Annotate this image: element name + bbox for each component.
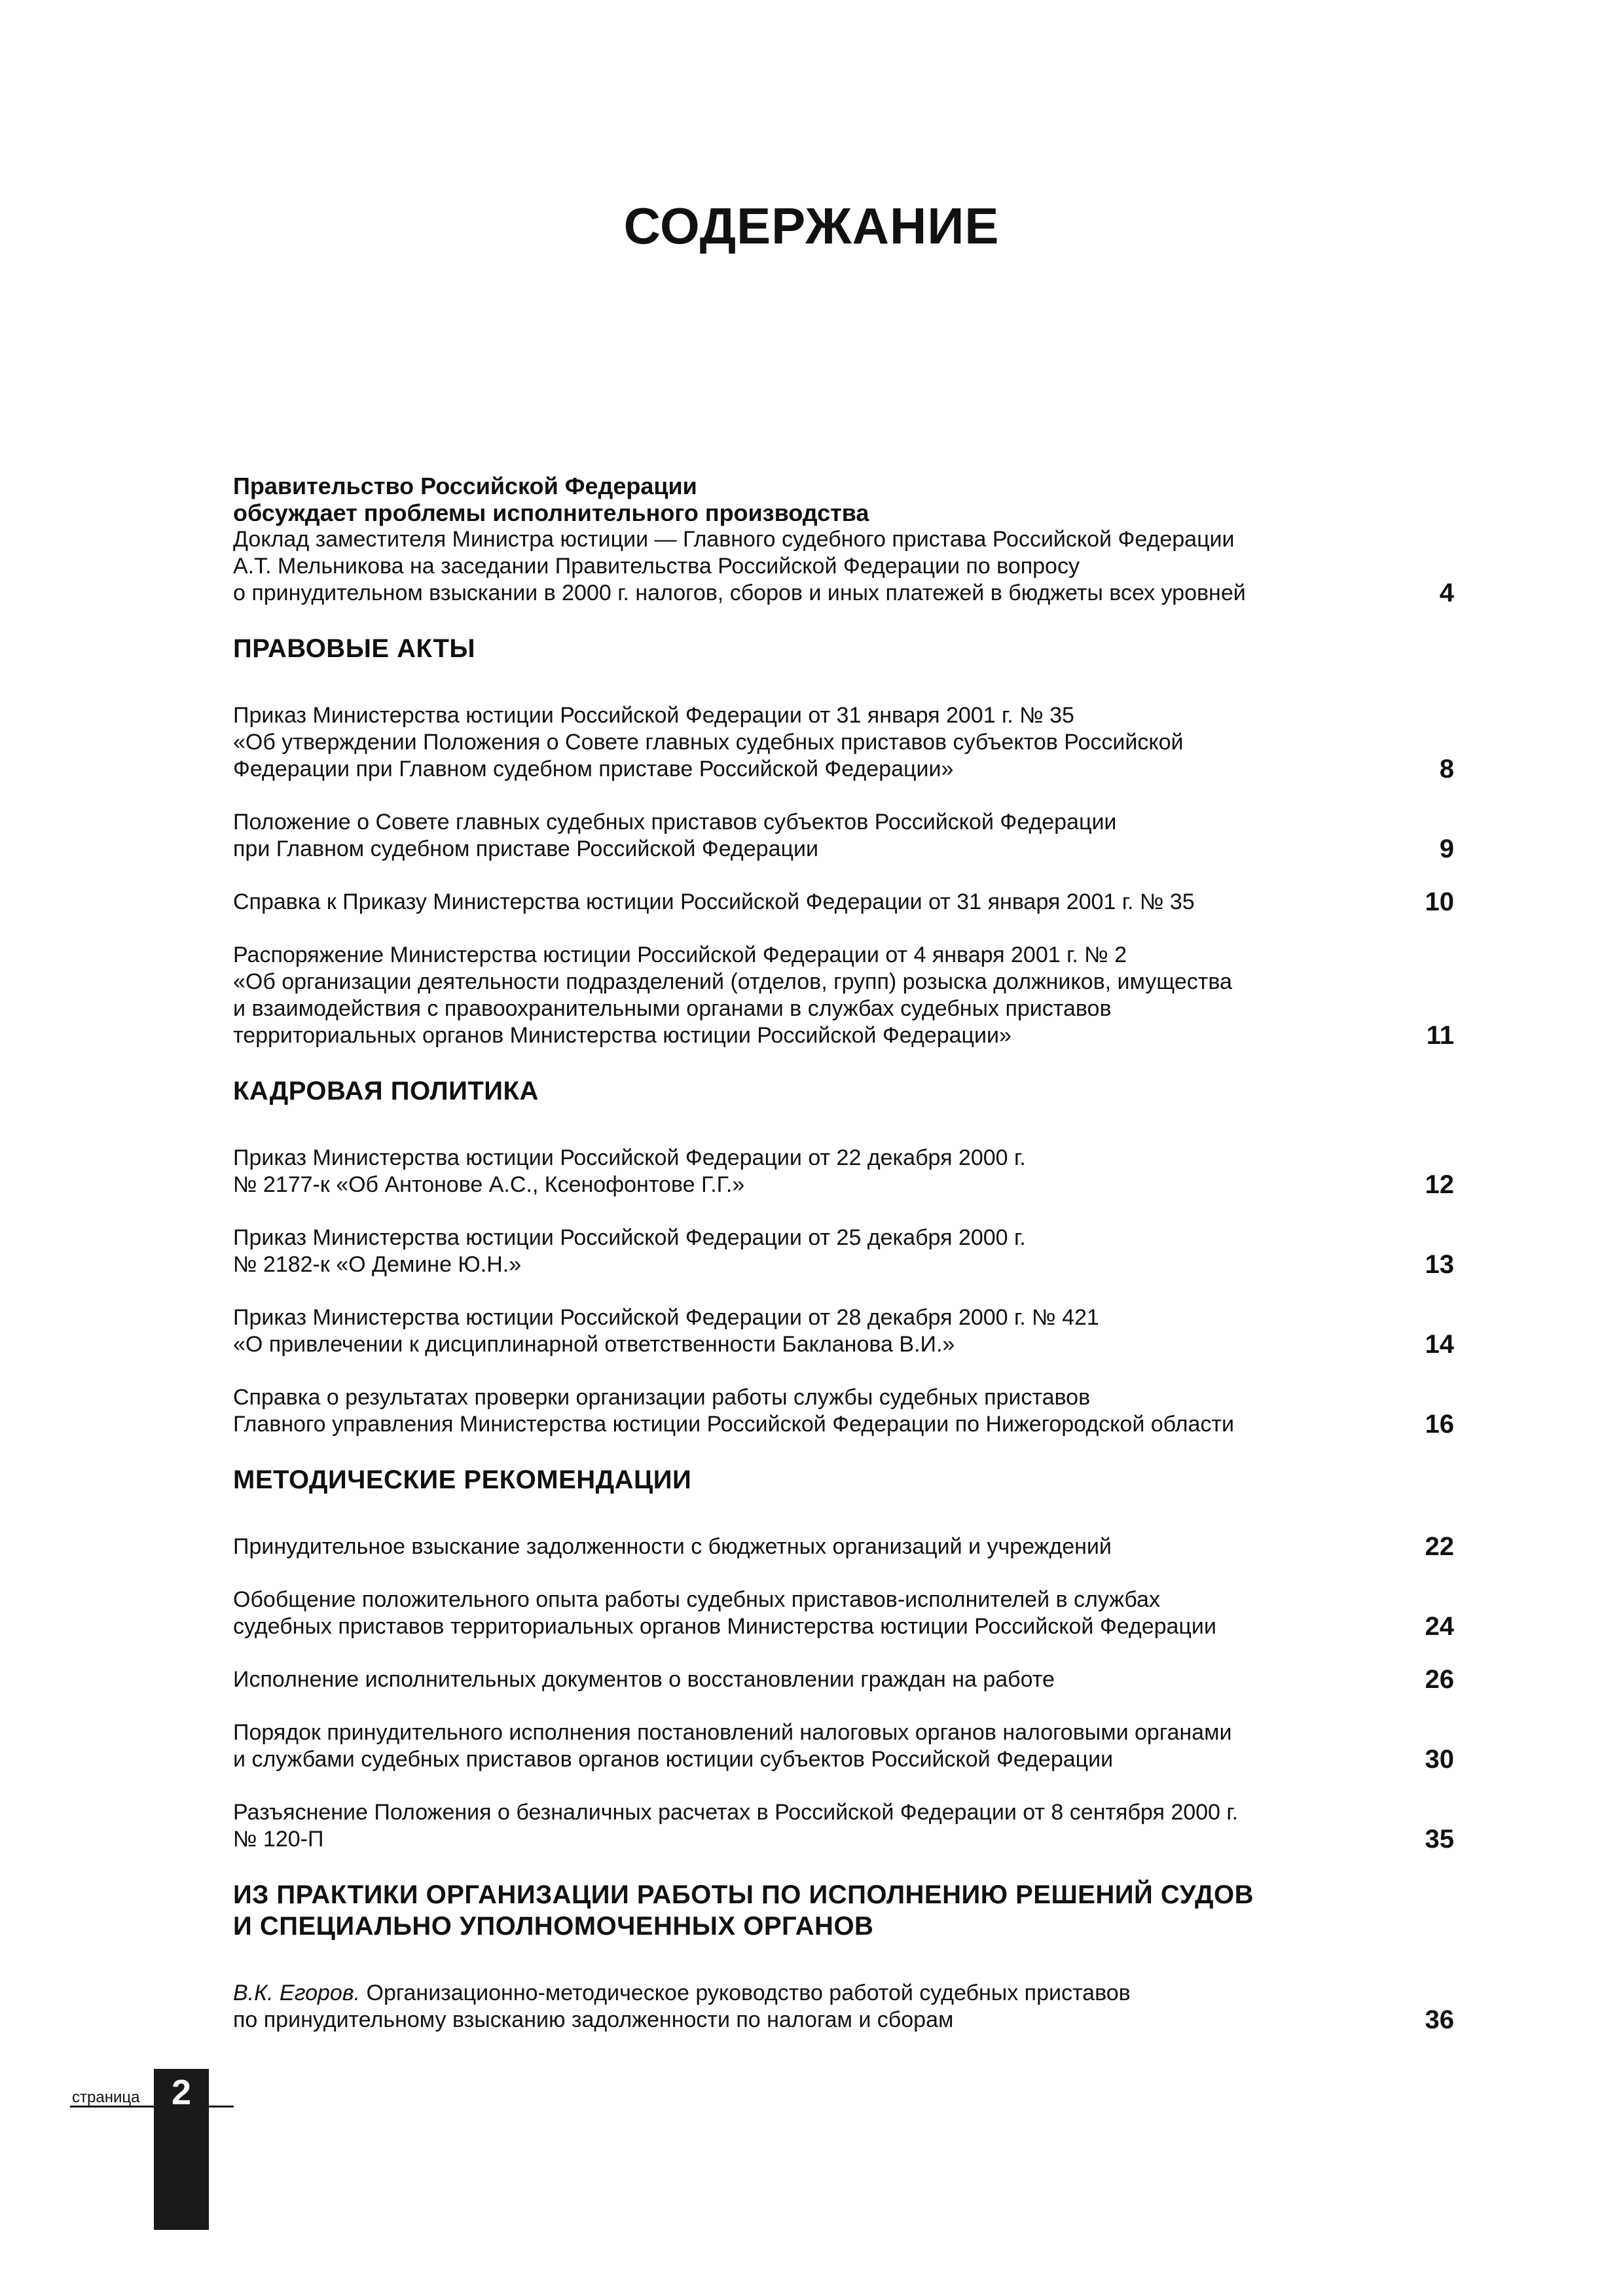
- entry-line: Справка к Приказу Министерства юстиции Российской Федерации от 31 января 2001 г. № 35: [233, 889, 1195, 914]
- entry-line: судебных приставов территориальных органов Министерства юстиции Российской Федерации: [233, 1614, 1216, 1639]
- toc-entry[interactable]: [233, 1145, 1467, 1198]
- entry-heading-line: Правительство Российской Федерации: [233, 473, 697, 499]
- entry-line: Приказ Министерства юстиции Российской Федерации от 22 декабря 2000 г.: [233, 1145, 1026, 1170]
- entry-line: Главного управления Министерства юстиции Российской Федерации по Нижегородской области: [233, 1412, 1234, 1437]
- page-number: 24: [1425, 1612, 1454, 1641]
- footer-page-number: 2: [171, 2073, 192, 2112]
- page-number: 10: [1425, 888, 1454, 916]
- toc-entry[interactable]: [233, 889, 1467, 916]
- page-number: 26: [1425, 1665, 1454, 1694]
- author-name: В.К. Егоров.: [233, 1981, 361, 2005]
- entry-line: № 120-П: [233, 1827, 324, 1852]
- entry-line: и взаимодействия с правоохранительными органами в службах судебных приставов: [233, 996, 1112, 1021]
- entry-line: Положение о Совете главных судебных приставов субъектов Российской Федерации: [233, 810, 1117, 834]
- section-heading-methodical-recommendations: МЕТОДИЧЕСКИЕ РЕКОМЕНДАЦИИ: [233, 1465, 692, 1494]
- entry-line: при Главном судебном приставе Российской Федерации: [233, 836, 818, 861]
- entry-line: [233, 1980, 1356, 2007]
- entry-text: Организационно-методическое руководство работой судебных приставов: [360, 1981, 1131, 2005]
- page-number: 13: [1425, 1250, 1454, 1279]
- entry-line: Приказ Министерства юстиции Российской Федерации от 28 декабря 2000 г. № 421: [233, 1305, 1099, 1330]
- entry-line: № 2177-к «Об Антонове А.С., Ксенофонтове Г.Г.»: [233, 1172, 745, 1197]
- page-number: 12: [1425, 1170, 1454, 1199]
- page-number: 35: [1425, 1825, 1454, 1854]
- section-heading-legal-acts: ПРАВОВЫЕ АКТЫ: [233, 634, 476, 663]
- entry-heading-line: обсуждает проблемы исполнительного производства: [233, 499, 869, 526]
- toc-entry[interactable]: [233, 1384, 1467, 1438]
- entry-line: «Об организации деятельности подразделений (отделов, групп) розыска должников, имущества: [233, 969, 1232, 994]
- toc-entry[interactable]: [233, 1719, 1467, 1773]
- toc-entry[interactable]: [233, 942, 1467, 1049]
- toc-entry[interactable]: [233, 1587, 1467, 1640]
- entry-line: «Об утверждении Положения о Совете главных судебных приставов субъектов Российской: [233, 730, 1184, 755]
- entry-line: № 2182-к «О Демине Ю.Н.»: [233, 1252, 522, 1277]
- page-number: 36: [1425, 2005, 1454, 2034]
- toc-entry[interactable]: [233, 1534, 1467, 1560]
- section-heading-personnel-policy: КАДРОВАЯ ПОЛИТИКА: [233, 1077, 539, 1105]
- toc-entry[interactable]: [233, 1980, 1467, 2034]
- entry-line: Приказ Министерства юстиции Российской Федерации от 31 января 2001 г. № 35: [233, 703, 1074, 728]
- entry-line: Справка о результатах проверки организации работы службы судебных приставов: [233, 1385, 1091, 1410]
- toc-entry[interactable]: [233, 1225, 1467, 1278]
- entry-line: Порядок принудительного исполнения постановлений налоговых органов налоговыми органами: [233, 1720, 1232, 1745]
- toc-entry[interactable]: [233, 1666, 1467, 1693]
- toc-entry[interactable]: [233, 702, 1467, 783]
- page-title: СОДЕРЖАНИЕ: [623, 197, 1000, 255]
- entry-line: А.Т. Мельникова на заседании Правительства Российской Федерации по вопросу: [233, 554, 1080, 579]
- entry-line: Разъяснение Положения о безналичных расчетах в Российской Федерации от 8 сентября 2000 г.: [233, 1800, 1239, 1825]
- toc-entry[interactable]: [233, 1799, 1467, 1853]
- toc-entry[interactable]: [233, 1304, 1467, 1358]
- toc-entry-lead[interactable]: [233, 473, 1467, 607]
- page-number: 11: [1426, 1021, 1454, 1050]
- table-of-contents: [233, 473, 1467, 2034]
- entry-line: Принудительное взыскание задолженности с бюджетных организаций и учреждений: [233, 1534, 1112, 1559]
- section-heading-practice: [233, 1879, 1467, 1942]
- entry-line: Исполнение исполнительных документов о восстановлении граждан на работе: [233, 1667, 1055, 1692]
- page-number: 9: [1439, 834, 1454, 863]
- entry-line: Распоряжение Министерства юстиции Российской Федерации от 4 января 2001 г. № 2: [233, 942, 1127, 967]
- page-number: 30: [1425, 1745, 1454, 1774]
- entry-line: Приказ Министерства юстиции Российской Федерации от 25 декабря 2000 г.: [233, 1225, 1026, 1250]
- entry-line: Доклад заместителя Министра юстиции — Главного судебного пристава Российской Федерации: [233, 527, 1235, 552]
- entry-line: о принудительном взыскании в 2000 г. налогов, сборов и иных платежей в бюджеты всех уровней: [233, 581, 1246, 605]
- page-number: 4: [1439, 579, 1454, 607]
- section-heading-line: ИЗ ПРАКТИКИ ОРГАНИЗАЦИИ РАБОТЫ ПО ИСПОЛНЕНИЮ РЕШЕНИЙ СУДОВ: [233, 1880, 1254, 1909]
- entry-line: «О привлечении к дисциплинарной ответственности Бакланова В.И.»: [233, 1332, 955, 1357]
- entry-line: Обобщение положительного опыта работы судебных приставов-исполнителей в службах: [233, 1587, 1160, 1612]
- entry-line: и службами судебных приставов органов юстиции субъектов Российской Федерации: [233, 1747, 1114, 1772]
- footer-page-label: страница: [72, 2089, 140, 2106]
- section-heading-line: И СПЕЦИАЛЬНО УПОЛНОМОЧЕННЫХ ОРГАНОВ: [233, 1912, 874, 1941]
- entry-line: Федерации при Главном судебном приставе Российской Федерации»: [233, 757, 954, 781]
- page-number: 14: [1425, 1330, 1454, 1359]
- page-number: 16: [1425, 1410, 1454, 1439]
- toc-entry[interactable]: [233, 809, 1467, 863]
- page-number: 22: [1425, 1532, 1454, 1561]
- page-number: 8: [1439, 755, 1454, 783]
- entry-line: по принудительному взысканию задолженности по налогам и сборам: [233, 2007, 954, 2032]
- entry-line: территориальных органов Министерства юстиции Российской Федерации»: [233, 1023, 1012, 1048]
